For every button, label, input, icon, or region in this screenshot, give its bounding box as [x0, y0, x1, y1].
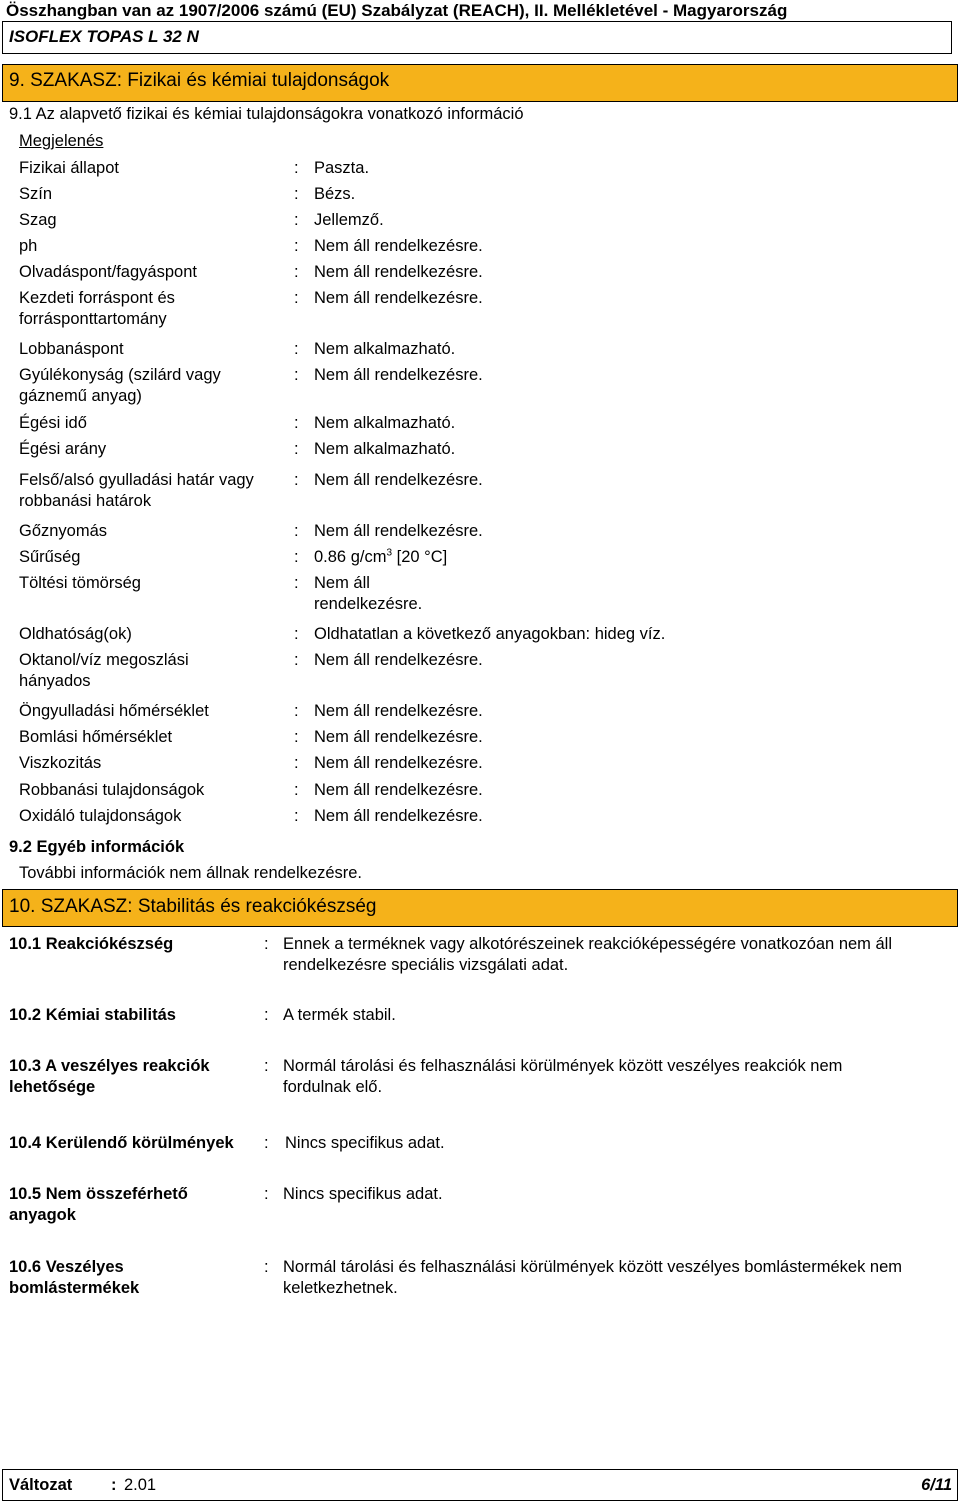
section-10-label: 10.4 Kerülendő körülmények — [9, 1134, 234, 1152]
property-label: ph — [19, 237, 38, 255]
property-label: Szag — [19, 211, 57, 229]
section-10-value: Normál tárolási és felhasználási körülmények között veszélyes bomlástermékek nem keletkezhetnek. — [283, 1258, 902, 1297]
page-number: 6/11 — [921, 1476, 952, 1494]
property-value — [314, 547, 694, 568]
property-label: Gőznyomás — [19, 522, 108, 540]
property-value: Nem áll rendelkezésre. — [314, 289, 483, 307]
separator: : — [264, 1006, 269, 1024]
property-label: Töltési tömörség — [19, 574, 141, 592]
separator: : — [294, 263, 299, 281]
property-label: Gyúlékonyság (szilárd vagy gáznemű anyag) — [19, 366, 221, 405]
property-value: Nem áll rendelkezésre. — [314, 471, 483, 489]
property-label: Oldhatóság(ok) — [19, 625, 132, 643]
separator: : — [294, 366, 299, 384]
separator: : — [294, 211, 299, 229]
property-value: Nem áll rendelkezésre. — [314, 781, 483, 799]
property-label: Kezdeti forráspont és forrásponttartomány — [19, 289, 175, 328]
property-value: Nem áll rendelkezésre. — [314, 366, 483, 384]
separator: : — [294, 414, 299, 432]
property-value: Nem áll rendelkezésre. — [314, 728, 483, 746]
section-10-value: A termék stabil. — [283, 1006, 396, 1024]
section-9-2-title: 9.2 Egyéb információk — [9, 838, 185, 856]
version-value: 2.01 — [124, 1476, 157, 1494]
property-label: Felső/alsó gyulladási határ vagy robbanási határok — [19, 471, 254, 510]
separator: : — [294, 651, 299, 669]
section-9-title: 9. SZAKASZ: Fizikai és kémiai tulajdonságok — [9, 70, 390, 91]
separator: : — [111, 1476, 117, 1494]
property-value: Nem alkalmazható. — [314, 340, 456, 358]
section-10-label: 10.3 A veszélyes reakciók lehetősége — [9, 1057, 210, 1096]
property-label: Oktanol/víz megoszlási hányados — [19, 651, 189, 690]
property-value: Oldhatatlan a következő anyagokban: hideg víz. — [314, 625, 666, 643]
section-10-label: 10.2 Kémiai stabilitás — [9, 1006, 176, 1024]
density-value: 0.86 g/cm — [314, 548, 387, 566]
property-value: Nem áll rendelkezésre. — [314, 263, 483, 281]
separator: : — [294, 548, 299, 566]
separator: : — [294, 340, 299, 358]
appearance-heading: Megjelenés — [19, 132, 104, 150]
property-value: Paszta. — [314, 159, 370, 177]
section-10-label: 10.5 Nem összeférhető anyagok — [9, 1185, 188, 1224]
property-label: Lobbanáspont — [19, 340, 124, 358]
regulation-header: Összhangban van az 1907/2006 számú (EU) Szabályzat (REACH), II. Mellékletével - Magyarország — [6, 1, 788, 20]
section-10-label: 10.6 Veszélyes bomlástermékek — [9, 1258, 140, 1297]
separator: : — [264, 1258, 269, 1276]
property-label: Bomlási hőmérséklet — [19, 728, 173, 746]
separator: : — [294, 807, 299, 825]
product-name: ISOFLEX TOPAS L 32 N — [9, 27, 199, 46]
property-label: Fizikai állapot — [19, 159, 119, 177]
version-label: Változat — [9, 1476, 73, 1494]
section-10-value: Nincs specifikus adat. — [283, 1185, 443, 1203]
property-value: Nem áll rendelkezésre. — [314, 522, 483, 540]
separator: : — [294, 625, 299, 643]
property-value: Nem áll rendelkezésre. — [314, 807, 483, 825]
section-10-label: 10.1 Reakciókészség — [9, 935, 174, 953]
separator: : — [294, 702, 299, 720]
property-label: Olvadáspont/fagyáspont — [19, 263, 197, 281]
separator: : — [294, 781, 299, 799]
section-10-value: Nincs specifikus adat. — [285, 1134, 445, 1152]
separator: : — [294, 159, 299, 177]
separator: : — [294, 574, 299, 592]
property-label: Égési arány — [19, 440, 107, 458]
property-value: Jellemző. — [314, 211, 384, 229]
property-value: Nem alkalmazható. — [314, 440, 456, 458]
separator: : — [294, 440, 299, 458]
property-label: Öngyulladási hőmérséklet — [19, 702, 209, 720]
property-value: Nem áll rendelkezésre. — [314, 237, 483, 255]
property-value: Nem áll rendelkezésre. — [314, 702, 483, 720]
density-condition: [20 °C] — [392, 548, 448, 566]
section-10-title: 10. SZAKASZ: Stabilitás és reakciókészség — [9, 896, 377, 917]
separator: : — [294, 471, 299, 489]
separator: : — [294, 728, 299, 746]
section-10-value: Ennek a terméknek vagy alkotórészeinek reakcióképességére vonatkozóan nem áll rendelkezésre speciális vizsgálati adat. — [283, 935, 893, 974]
separator: : — [294, 754, 299, 772]
property-value: Bézs. — [314, 185, 356, 203]
separator: : — [294, 237, 299, 255]
property-value: Nem áll rendelkezésre. — [314, 651, 483, 669]
separator: : — [264, 1134, 269, 1152]
separator: : — [294, 522, 299, 540]
section-9-2-text: További információk nem állnak rendelkezésre. — [19, 864, 363, 882]
property-label: Sűrűség — [19, 548, 81, 566]
separator: : — [294, 185, 299, 203]
separator: : — [294, 289, 299, 307]
section-10-value: Normál tárolási és felhasználási körülmények között veszélyes reakciók nem fordulnak elő. — [283, 1057, 843, 1096]
property-value: Nem alkalmazható. — [314, 414, 456, 432]
density-exponent: 3 — [386, 547, 393, 559]
property-value: Nem áll rendelkezésre. — [314, 754, 483, 772]
separator: : — [264, 1185, 269, 1203]
property-label: Oxidáló tulajdonságok — [19, 807, 182, 825]
property-label: Robbanási tulajdonságok — [19, 781, 205, 799]
property-label: Égési idő — [19, 414, 87, 432]
section-9-1-title: 9.1 Az alapvető fizikai és kémiai tulajdonságokra vonatkozó információ — [9, 105, 524, 123]
separator: : — [264, 1057, 269, 1075]
separator: : — [264, 935, 269, 953]
property-label: Viszkozitás — [19, 754, 102, 772]
property-label: Szín — [19, 185, 53, 203]
property-value: Nem áll rendelkezésre. — [314, 574, 423, 613]
